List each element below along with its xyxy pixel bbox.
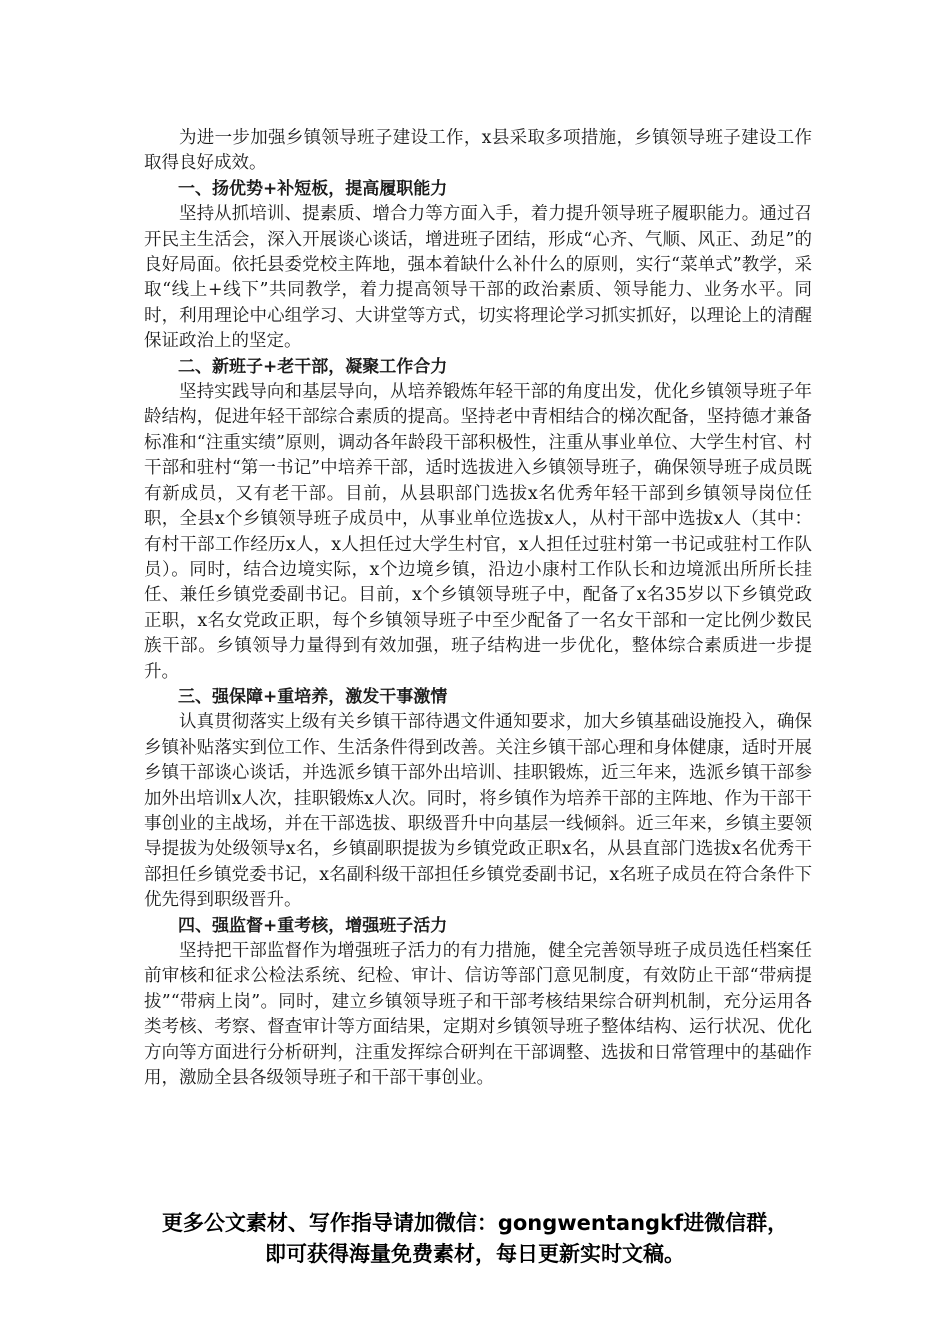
promo-line-1: 更多公文素材、写作指导请加微信：gongwentangkf进微信群， [161, 1211, 789, 1235]
document-body [144, 126, 812, 1091]
section-4-body: 坚持把干部监督作为增强班子活力的有力措施，健全完善领导班子成员选任档案任前审核和征求公检法系统、纪检、审计、信访等部门意见制度，有效防止干部“带病提拔”“带病上岗”。同时，建立乡镇领导班子和干部考核结果综合研判机制，充分运用各类考核、考察、督查审计等方面结果，定期对乡镇领导班子整体结构、运行状况、优化方向等方面进行分析研判，注重发挥综合研判在干部调整、选拔和日常管理中的基础作用，激励全县各级领导班子和干部干事创业。 [144, 941, 812, 1089]
section-2-heading: 二、新班子+老干部，凝聚工作合力 [178, 356, 448, 377]
section-4-heading: 四、强监督+重考核，增强班子活力 [178, 915, 448, 936]
section-1-body: 坚持从抓培训、提素质、增合力等方面入手，着力提升领导班子履职能力。通过召开民主生活会，深入开展谈心谈话，增进班子团结，形成“心齐、气顺、风正、劲足”的良好局面。依托县委党校主阵地，强本着缺什么补什么的原则，实行“菜单式”教学，采取“线上+线下”共同教学，着力提高领导干部的政治素质、领导能力、业务水平。同时，利用理论中心组学习、大讲堂等方式，切实将理论学习抓实抓好，以理论上的清醒保证政治上的坚定。 [144, 204, 812, 352]
section-1-heading: 一、扬优势+补短板，提高履职能力 [178, 178, 448, 199]
section-3-body: 认真贯彻落实上级有关乡镇干部待遇文件通知要求，加大乡镇基础设施投入，确保乡镇补贴落实到位工作、生活条件得到改善。关注乡镇干部心理和身体健康，适时开展乡镇干部谈心谈话，并选派乡镇干部外出培训、挂职锻炼，近三年来，选派乡镇干部参加外出培训x人次，挂职锻炼x人次。同时，将乡镇作为培养干部的主阵地、作为干部干事创业的主战场，并在干部选拔、职级晋升中向基层一线倾斜。近三年来，乡镇主要领导提拔为处级领导x名，乡镇副职提拔为乡镇党政正职x名，从县直部门选拔x名优秀干部担任乡镇党委书记，x名副科级干部担任乡镇党委副书记，x名班子成员在符合条件下优先得到职级晋升。 [144, 712, 812, 911]
intro-paragraph: 为进一步加强乡镇领导班子建设工作，x县采取多项措施，乡镇领导班子建设工作取得良好成效。 [144, 128, 812, 174]
promo-footer [60, 1208, 890, 1270]
promo-line-2: 即可获得海量免费素材，每日更新实时文稿。 [265, 1242, 685, 1266]
section-3-heading: 三、强保障+重培养，激发干事激情 [178, 686, 448, 707]
section-2-body: 坚持实践导向和基层导向，从培养锻炼年轻干部的角度出发，优化乡镇领导班子年龄结构，促进年轻干部综合素质的提高。坚持老中青相结合的梯次配备，坚持德才兼备标准和“注重实绩”原则，调动各年龄段干部积极性，注重从事业单位、大学生村官、村干部和驻村“第一书记”中培养干部，适时选拔进入乡镇领导班子，确保领导班子成员既有新成员，又有老干部。目前，从县职部门选拔x名优秀年轻干部到乡镇领导岗位任职，全县x个乡镇领导班子成员中，从事业单位选拔x人，从村干部中选拔x人（其中：有村干部工作经历x人，x人担任过大学生村官，x人担任过驻村第一书记或驻村工作队员）。同时，结合边境实际，x个边境乡镇，沿边小康村工作队长和边境派出所所长挂任、兼任乡镇党委副书记。目前，x个乡镇领导班子中，配备了x名35岁以下乡镇党政正职，x名女党政正职，每个乡镇领导班子中至少配备了一名女干部和一定比例少数民族干部。乡镇领导力量得到有效加强，班子结构进一步优化，整体综合素质进一步提升。 [144, 382, 812, 682]
